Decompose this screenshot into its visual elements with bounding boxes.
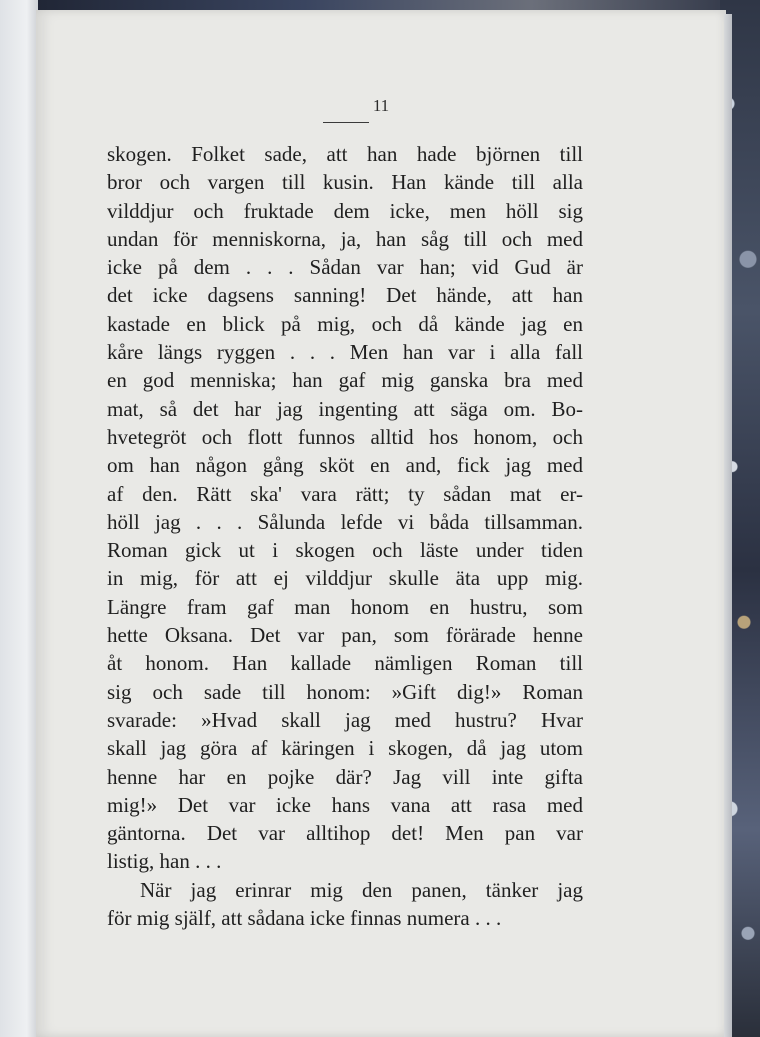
page-text — [107, 140, 583, 932]
left-page-edge — [0, 0, 38, 1037]
text-line: åt honom. Han kallade nämligen Roman till — [107, 651, 583, 676]
text-line: svarade: »Hvad skall jag med hustru? Hvar — [107, 707, 583, 732]
page-number-rule — [323, 122, 369, 123]
text-line: gäntorna. Det var alltihop det! Men pan var — [107, 821, 583, 846]
text-line: vilddjur och fruktade dem icke, men höll sig — [107, 198, 583, 223]
text-line: en god menniska; han gaf mig ganska bra med — [107, 368, 583, 393]
book-page — [36, 10, 726, 1037]
text-line: det icke dagsens sanning! Det hände, att han — [107, 283, 583, 308]
text-line: När jag erinrar mig den panen, tänker jag — [140, 877, 583, 902]
text-line: in mig, för att ej vilddjur skulle äta upp mig. — [107, 566, 583, 591]
text-line: Längre fram gaf man honom en hustru, som — [107, 594, 583, 619]
text-line: listig, han . . . — [107, 849, 222, 874]
text-line: henne har en pojke där? Jag vill inte gifta — [107, 764, 583, 789]
text-line: hette Oksana. Det var pan, som förärade henne — [107, 623, 583, 648]
text-line: hvetegröt och flott funnos alltid hos honom, och — [107, 424, 583, 449]
text-line: kåre längs ryggen . . . Men han var i alla fall — [107, 340, 583, 365]
text-line: undan för menniskorna, ja, han såg till och med — [107, 226, 583, 251]
text-line: skogen. Folket sade, att han hade björnen till — [107, 142, 583, 166]
text-line: mig!» Det var icke hans vana att rasa med — [107, 792, 583, 817]
text-line: sig och sade till honom: »Gift dig!» Roman — [107, 679, 583, 704]
page-fore-edge — [724, 14, 732, 1037]
page-number: 11 — [372, 96, 390, 115]
text-line: Roman gick ut i skogen och läste under tiden — [107, 538, 583, 563]
text-line: icke på dem . . . Sådan var han; vid Gud är — [107, 255, 583, 280]
text-line: mat, så det har jag ingenting att säga om. Bo- — [107, 396, 583, 421]
text-line: höll jag . . . Sålunda lefde vi båda tillsamman. — [107, 509, 583, 534]
text-line: för mig själf, att sådana icke finnas numera . . . — [107, 906, 502, 931]
text-line: skall jag göra af käringen i skogen, då jag utom — [107, 736, 583, 761]
text-line: bror och vargen till kusin. Han kände till alla — [107, 170, 583, 195]
text-line: af den. Rätt ska' vara rätt; ty sådan mat er- — [107, 481, 583, 506]
text-line: om han någon gång sköt en and, fick jag med — [107, 453, 583, 478]
text-line: kastade en blick på mig, och då kände jag en — [107, 311, 583, 336]
